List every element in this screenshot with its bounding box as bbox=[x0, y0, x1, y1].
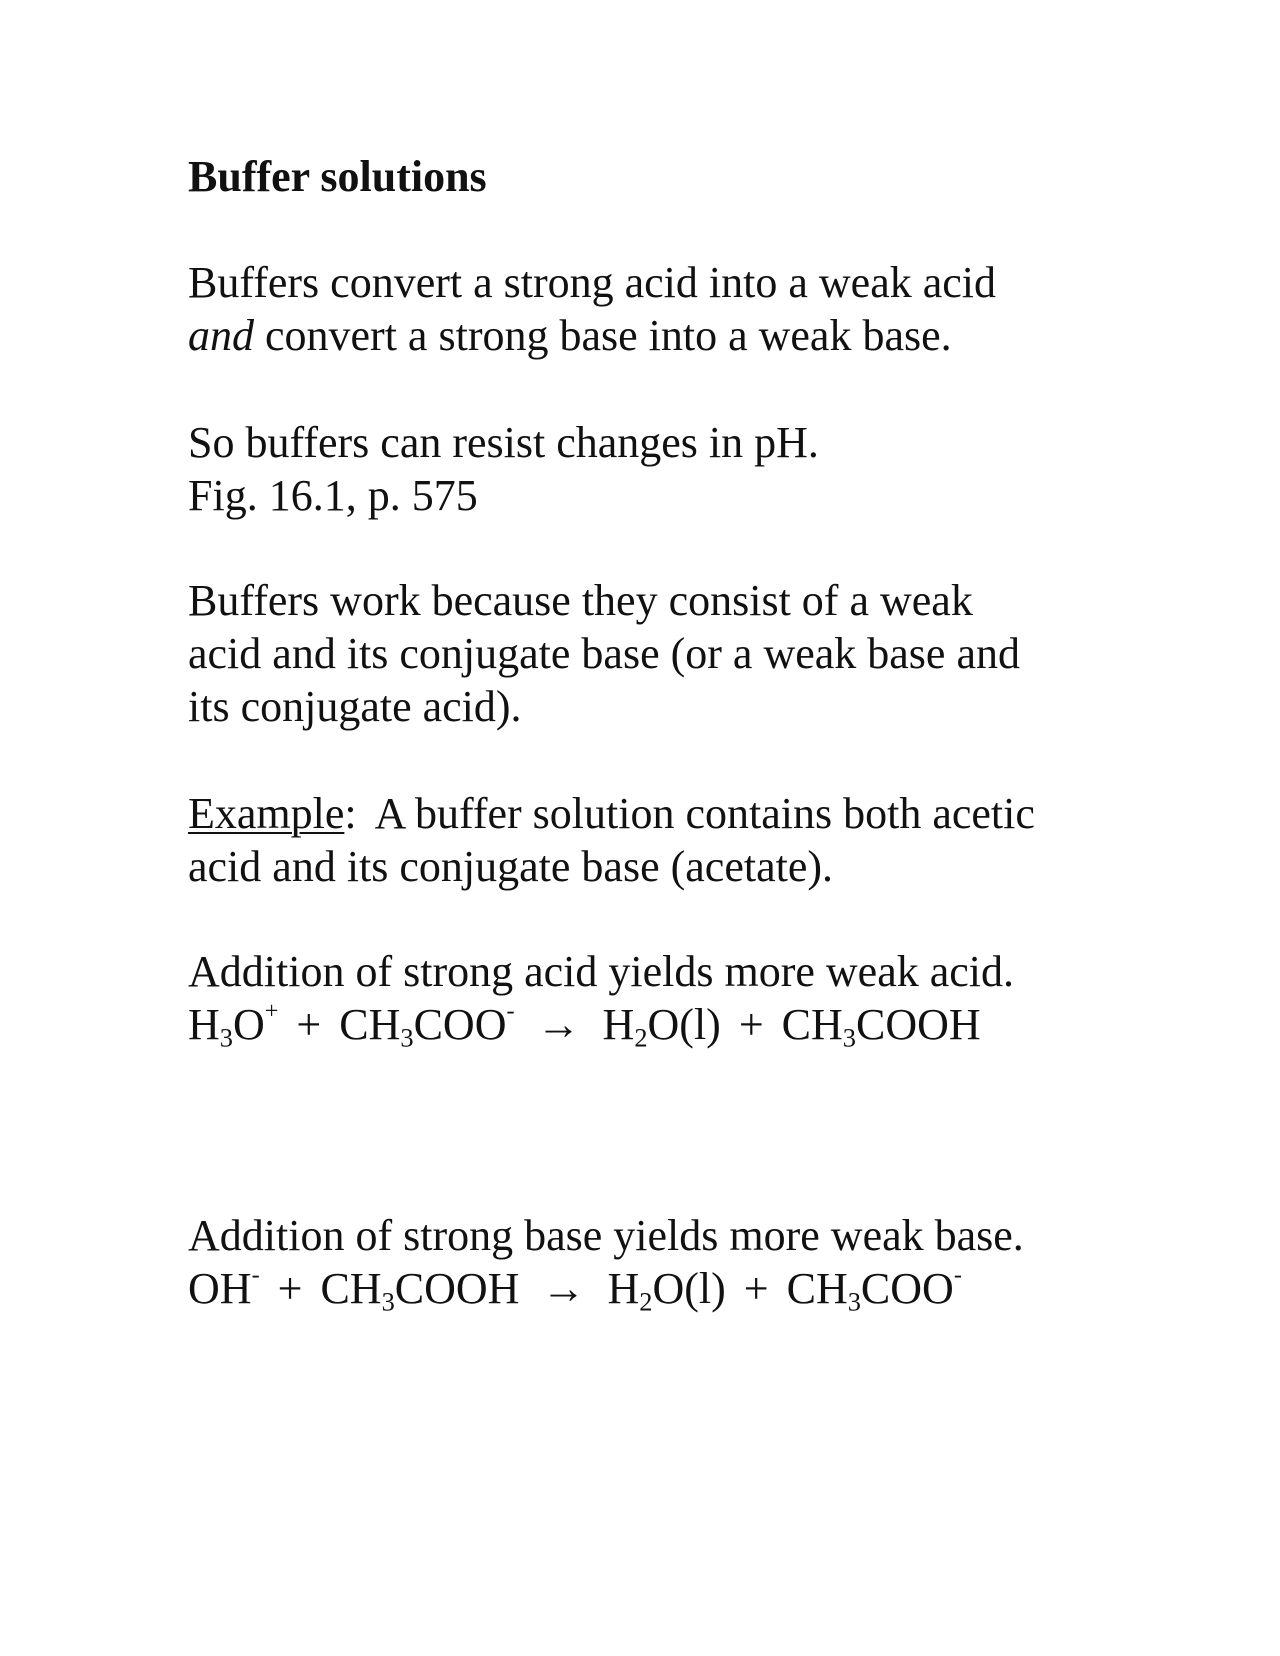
eq2-reactant-1: OH- bbox=[188, 1261, 260, 1313]
page-title bbox=[188, 150, 1188, 203]
resist-line-1: So buffers can resist changes in pH. bbox=[188, 418, 819, 467]
eq2-reactant-2: $CH_3COOH$ bbox=[320, 1264, 520, 1317]
eq1-reactant-1: $H_3O^+$ bbox=[188, 997, 279, 1053]
eq1-product-2: $CH_3COOH$ bbox=[781, 1000, 981, 1053]
eq2-product-2: $CH_3COO^-$ bbox=[786, 1261, 962, 1317]
title-text: Buffer solutions bbox=[188, 152, 487, 201]
eq2-plus-2: + bbox=[743, 1264, 769, 1313]
example-line-2: acid and its conjugate base (acetate). bbox=[188, 842, 834, 891]
mechanism-line-1: Buffers work because they consist of a weak bbox=[188, 576, 973, 625]
base-addition-equation bbox=[188, 1262, 1188, 1315]
eq2-plus-1: + bbox=[277, 1264, 303, 1313]
example-colon: : bbox=[344, 789, 357, 838]
example-line-1-rest: A buffer solution contains both acetic bbox=[374, 789, 1035, 838]
acid-addition-equation bbox=[188, 998, 1188, 1051]
acid-addition-section bbox=[188, 945, 1188, 1051]
example-line-1 bbox=[188, 787, 1188, 840]
base-addition-statement: Addition of strong base yields more weak base. bbox=[188, 1211, 1024, 1260]
example-paragraph bbox=[188, 787, 1188, 893]
intro-line-2 bbox=[188, 309, 1188, 362]
figure-reference: Fig. 16.1, p. 575 bbox=[188, 471, 478, 520]
eq1-arrow-icon: → bbox=[536, 1000, 581, 1049]
eq2-arrow-icon: → bbox=[541, 1264, 586, 1313]
mechanism-line-3: its conjugate acid). bbox=[188, 682, 522, 731]
base-addition-section bbox=[188, 1209, 1188, 1315]
intro-paragraph bbox=[188, 256, 1188, 362]
intro-emphasis: and bbox=[188, 311, 254, 360]
mechanism-paragraph bbox=[188, 574, 1188, 733]
eq1-reactant-2: $CH_3COO^-$ bbox=[339, 997, 515, 1053]
eq2-product-1: $H_2O(l)$ bbox=[607, 1264, 726, 1317]
example-label: Example bbox=[188, 789, 345, 838]
eq1-plus-1: + bbox=[296, 1000, 322, 1049]
eq1-plus-2: + bbox=[738, 1000, 764, 1049]
intro-line-2-rest: convert a strong base into a weak base. bbox=[254, 311, 952, 360]
eq1-product-1: $H_2O(l)$ bbox=[602, 1000, 721, 1053]
resist-paragraph bbox=[188, 416, 1188, 522]
intro-line-1: Buffers convert a strong acid into a weak acid bbox=[188, 258, 997, 307]
mechanism-line-2: acid and its conjugate base (or a weak base and bbox=[188, 629, 1020, 678]
acid-addition-statement: Addition of strong acid yields more weak acid. bbox=[188, 947, 1015, 996]
